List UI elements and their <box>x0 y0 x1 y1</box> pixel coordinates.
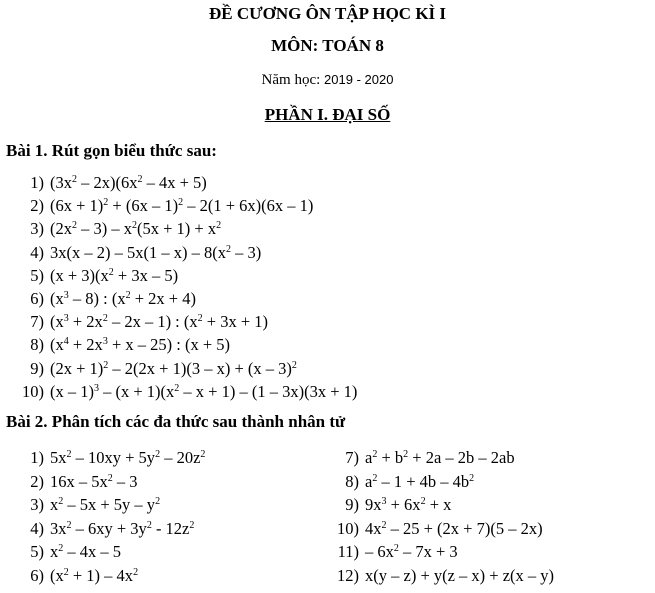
item-expression: $(3x^2 - 2x)(6x^2 - 4x + 5)$ <box>50 173 207 192</box>
item-number: 8) <box>345 471 359 491</box>
item-expression: $(x^2 + 1) - 4x^2$ <box>50 566 139 585</box>
item-expression: $3x(x - 2) - 5x(1 - x) - 8(x^2 - 3)$ <box>50 242 262 262</box>
exercise-2-item <box>18 471 138 493</box>
item-number: 2) <box>30 471 44 491</box>
exercise-2-item <box>333 447 515 469</box>
item-number: 12) <box>337 566 359 585</box>
exercise-2-item <box>18 518 194 540</box>
item-expression: $(6x + 1)^2 + (6x - 1)^2 - 2(1 + 6x)(6x - 1)$ <box>50 196 314 216</box>
item-number: 11) <box>337 542 359 562</box>
exercise-2-item <box>18 494 160 516</box>
item-expression: $(x^4 + 2x^3 + x - 25)$ : (x + 5) <box>50 335 230 355</box>
item-number: 1) <box>30 173 44 192</box>
exercise-1-item <box>18 334 230 356</box>
item-expression: $16x - 5x^2 - 3$ <box>50 471 138 491</box>
item-number: 3) <box>30 219 44 239</box>
exercise-1-title: Bài 1. Rút gọn biểu thức sau: <box>6 141 217 160</box>
document-title: ĐỀ CƯƠNG ÔN TẬP HỌC KÌ I <box>208 4 447 23</box>
item-expression: $x^2 - 4x - 5$ <box>50 542 121 562</box>
item-expression: $(x^3 - 8)$ : $(x^2 + 2x + 4)$ <box>50 289 196 308</box>
item-expression: $9x^3 + 6x^2 + x$ <box>365 495 452 515</box>
item-expression: $4x^2 - 25 + (2x + 7)(5 - 2x)$ <box>365 518 543 538</box>
item-number: 7) <box>345 448 359 467</box>
exercise-1-item <box>18 311 268 333</box>
school-year-label: Năm học: <box>261 72 325 88</box>
subject-heading: MÔN: TOÁN 8 <box>271 36 384 55</box>
item-expression: x(y – z) + y(z – x) + z(x – y) <box>365 566 555 585</box>
exercise-1-item <box>18 218 221 240</box>
exercise-1-item <box>18 358 297 380</box>
item-number: 5) <box>30 265 44 285</box>
exercise-2-item <box>333 494 451 516</box>
item-number: 9) <box>30 358 44 378</box>
exercise-1-item <box>18 288 196 310</box>
exercise-2-item <box>18 565 138 587</box>
exercise-2-item <box>333 541 458 563</box>
exercise-2-item <box>18 541 121 563</box>
school-year <box>0 72 655 89</box>
item-expression: $(x + 3)(x^2 + 3x - 5)$ <box>50 265 179 285</box>
item-number: 1) <box>30 448 44 467</box>
item-expression: – $6x^2 - 7x + 3$ <box>365 542 458 562</box>
exercise-1-item <box>18 242 261 264</box>
exercise-1-item <box>18 265 178 287</box>
exercise-1-item <box>18 195 313 217</box>
exercise-2-title: Bài 2. Phân tích các đa thức sau thành nhân tử <box>6 412 346 431</box>
item-expression: $(2x + 1)^2 - 2(2x + 1)(3 - x) + (x - 3)^2$ <box>50 358 297 378</box>
item-number: 4) <box>30 242 44 262</box>
item-number: 6) <box>30 289 44 308</box>
item-expression: $5x^2 - 10xy + 5y^2 - 20z^2$ <box>50 448 206 467</box>
exercise-2-item <box>18 447 205 469</box>
item-number: 2) <box>30 196 44 216</box>
exercise-2-item <box>333 518 543 540</box>
item-number: 7) <box>30 312 44 332</box>
exercise-2-item <box>333 565 554 587</box>
item-number: 4) <box>30 518 44 538</box>
item-number: 9) <box>345 495 359 515</box>
item-expression: $3x^2 - 6xy + 3y^2 - 12z^2$ <box>50 518 195 538</box>
item-expression: $a^2 - 1 + 4b - 4b^2$ <box>365 471 475 491</box>
item-number: 3) <box>30 495 44 515</box>
item-expression: $x^2 - 5x + 5y - y^2$ <box>50 495 161 515</box>
part-heading: PHẦN I. ĐẠI SỐ <box>264 105 391 124</box>
item-expression: $(2x^2 - 3) - x^2(5x + 1) + x^2$ <box>50 219 222 239</box>
item-expression: $(x - 1)^3 - (x + 1)(x^2 - x + 1) - (1 - 3x)(3x + 1)$ <box>50 381 358 401</box>
item-expression: $(x^3 + 2x^2 - 2x - 1)$ : $(x^2 + 3x + 1)$ <box>50 312 268 332</box>
item-number: 8) <box>30 335 44 355</box>
exercise-1-item <box>18 381 357 403</box>
item-expression: $a^2 + b^2 + 2a - 2b - 2ab$ <box>365 448 515 467</box>
item-number: 10) <box>22 381 44 401</box>
item-number: 10) <box>337 518 359 538</box>
item-number: 6) <box>30 566 44 585</box>
exercise-1-item <box>18 172 207 194</box>
school-year-value: 2019 - 2020 <box>324 72 394 87</box>
item-number: 5) <box>30 542 44 562</box>
exercise-2-item <box>333 471 474 493</box>
